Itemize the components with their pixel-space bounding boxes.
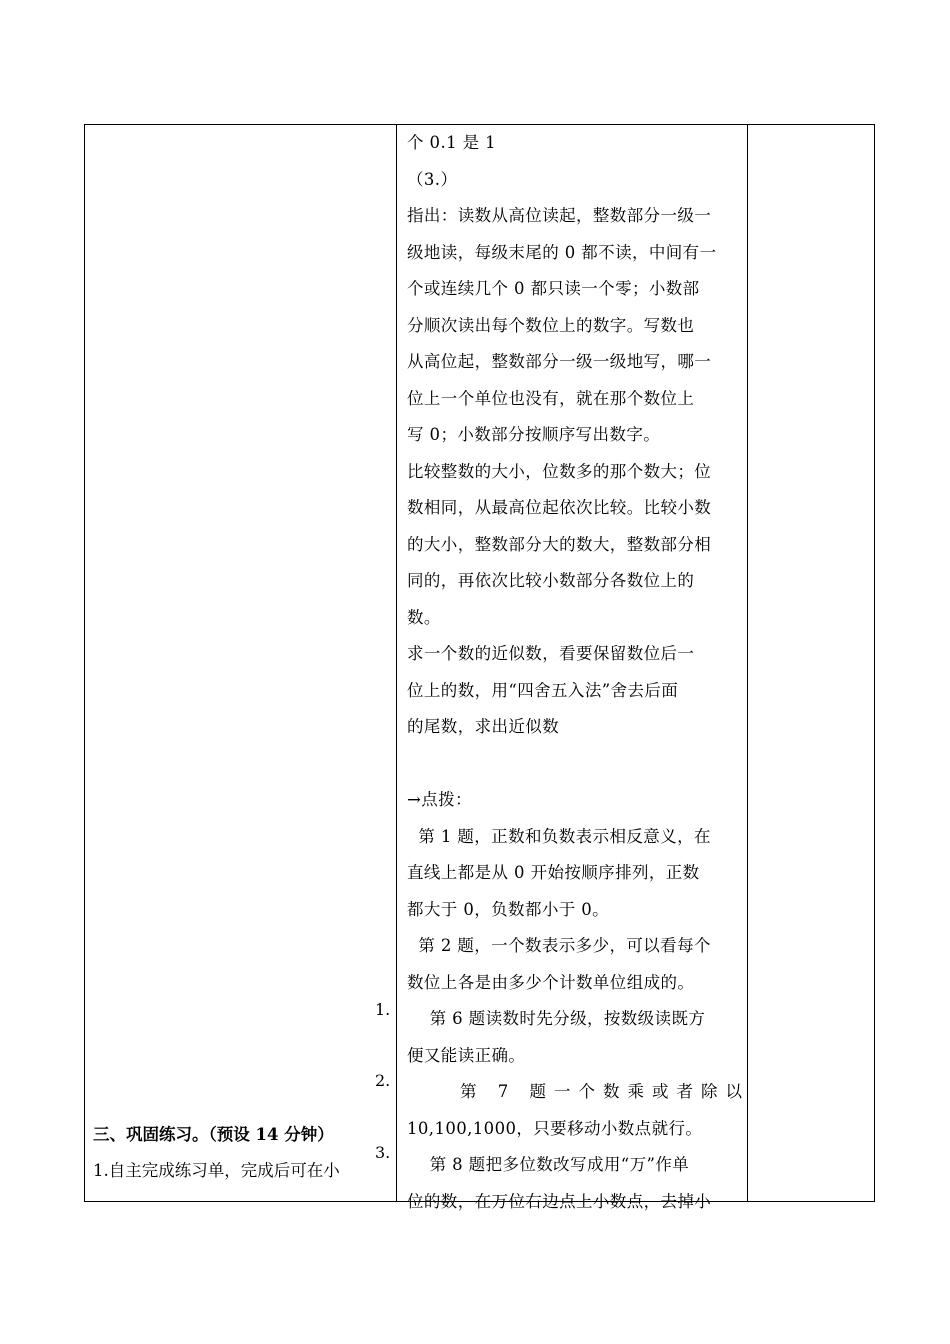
column-divider-left: [396, 125, 397, 1201]
text-line: 的尾数，求出近似数: [407, 717, 560, 736]
text-line: 个或连续几个 0 都只读一个零；小数部: [407, 279, 700, 298]
text-line: 位的数，在万位右边点上小数点，去掉小: [407, 1191, 712, 1211]
text-line: 位上一个单位也没有，就在那个数位上: [407, 388, 695, 408]
text-line: 的大小，整数部分大的数大，整数部分相: [407, 534, 712, 554]
list-number-1: 1.: [375, 1000, 391, 1019]
text-line: 10,100,1000，只要移动小数点就行。: [407, 1118, 703, 1138]
text-line: 第 2 题，一个数表示多少，可以看每个: [407, 936, 711, 955]
text-line: 都大于 0，负数都小于 0。: [407, 899, 610, 919]
text-line: 第 8 题把多位数改写成用“万”作单: [407, 1155, 690, 1174]
lesson-plan-table: [84, 124, 875, 1211]
text-line: 级地读，每级末尾的 0 都不读，中间有一: [407, 242, 717, 262]
text-line: 便又能读正确。: [407, 1045, 526, 1065]
section-heading: 三、巩固练习。（预设 14 分钟）: [93, 1125, 334, 1144]
text-line: 位上的数，用“四舍五入法”舍去后面: [407, 680, 679, 700]
text-line: 分顺次读出每个数位上的数字。写数也: [407, 315, 695, 335]
text-line: 数。: [407, 607, 441, 627]
text-line: 从高位起，整数部分一级一级地写，哪一: [407, 352, 712, 371]
list-number-3: 3.: [375, 1143, 391, 1162]
text-line: 同的，再依次比较小数部分各数位上的: [407, 571, 695, 590]
text-line: 直线上都是从 0 开始按顺序排列，正数: [407, 863, 700, 882]
text-line: 写 0；小数部分按顺序写出数字。: [407, 425, 661, 444]
text-line: 比较整数的大小，位数多的那个数大；位: [407, 461, 712, 481]
teaching-guidance-column: [407, 125, 750, 1220]
text-line: 数位上各是由多少个计数单位组成的。: [407, 972, 695, 992]
text-line: 个 0.1 是 1: [407, 133, 497, 152]
text-line: 第 6 题读数时先分级，按数级读既方: [407, 1009, 706, 1028]
text-line: 指出：读数从高位读起，整数部分一级一: [407, 206, 712, 225]
text-line: 数相同，从最高位起依次比较。比较小数: [407, 498, 712, 517]
activity-column: [93, 1117, 393, 1189]
text-line: （3.）: [407, 169, 458, 189]
text-line: 求一个数的近似数，看要保留数位后一: [407, 644, 695, 663]
exercise-item-1: 1.自主完成练习单，完成后可在小: [93, 1161, 340, 1180]
column-divider-right: [747, 125, 748, 1201]
text-line: 第 1 题，正数和负数表示相反意义，在: [407, 826, 711, 846]
list-number-2: 2.: [375, 1071, 391, 1090]
text-line: 第 7 题一个数乘或者除以: [407, 1082, 750, 1101]
blank-line: [407, 746, 741, 783]
text-line: →点拨：: [407, 790, 472, 809]
